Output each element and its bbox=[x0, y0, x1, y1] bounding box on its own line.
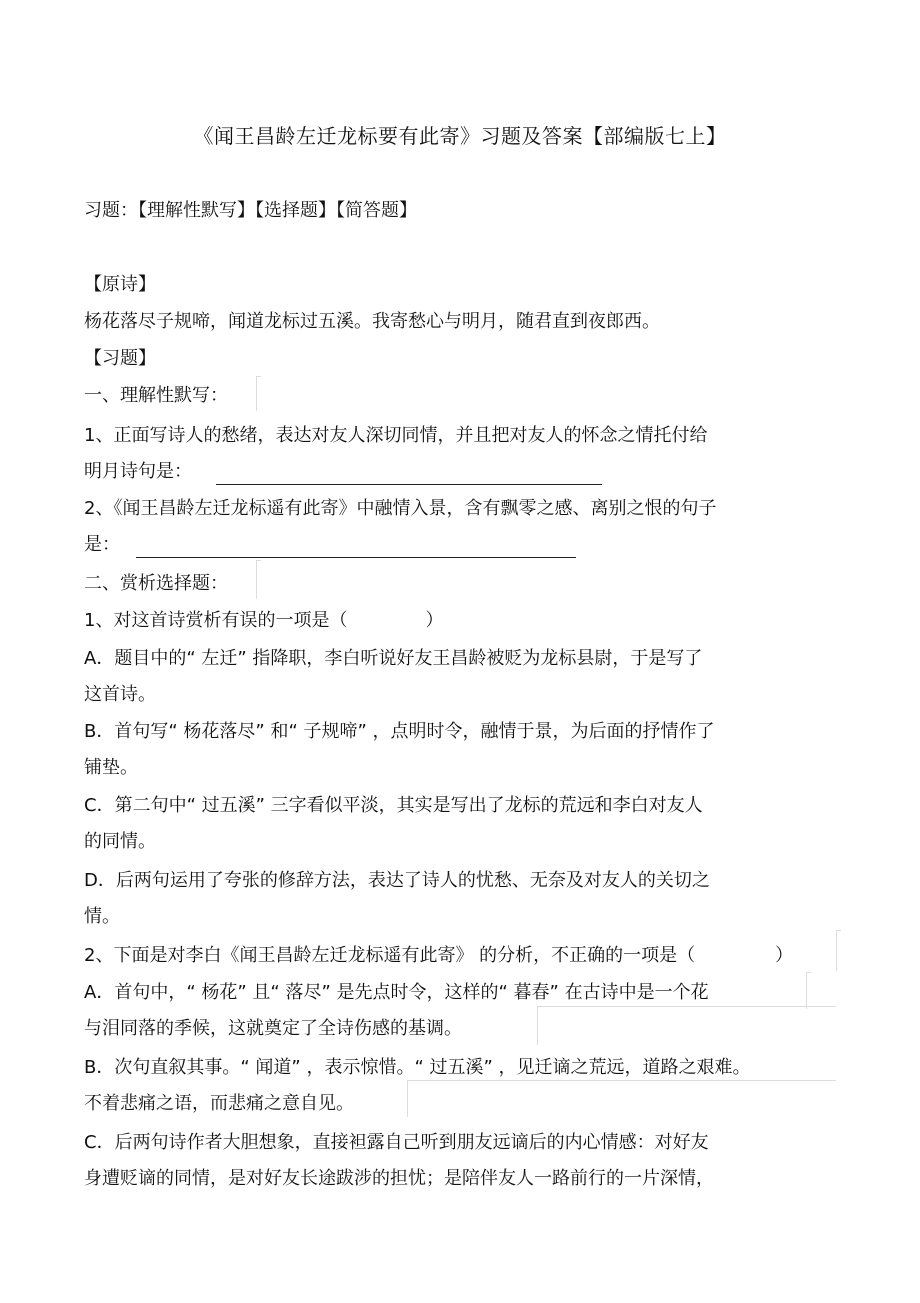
q1-stem-text: 1、对这首诗赏析有误的一项是（ bbox=[84, 610, 348, 631]
section1-q2-line2 bbox=[84, 532, 576, 558]
poem-header: 【原诗】 bbox=[84, 274, 156, 295]
section1-q2-prompt: 是： bbox=[84, 534, 120, 555]
q2-stem-text: 2、下面是对李白《闻王昌龄左迁龙标遥有此寄》 的分析，不正确的一项是（ bbox=[84, 945, 696, 966]
scan-artifact bbox=[537, 1006, 836, 1045]
q1-option-a-line1: A．题目中的“ 左迁” 指降职，李白听说好友王昌龄被贬为龙标县尉，于是写了 bbox=[84, 648, 703, 669]
q1-stem-close: ） bbox=[425, 610, 444, 631]
q1-option-c-line2: 的同情。 bbox=[84, 831, 156, 852]
q1-option-a-line2: 这首诗。 bbox=[84, 684, 156, 705]
section1-q1-line2 bbox=[84, 459, 602, 485]
answer-blank-2[interactable] bbox=[136, 537, 576, 558]
q1-option-b-line1: B．首句写“ 杨花落尽” 和“ 子规啼” ，点明时令，融情于景，为后面的抒情作了 bbox=[84, 721, 715, 742]
answer-blank-1[interactable] bbox=[216, 464, 602, 485]
section2-heading: 二、赏析选择题： bbox=[84, 573, 228, 594]
section2-q2-stem bbox=[84, 943, 793, 969]
section1-heading: 一、理解性默写： bbox=[84, 385, 228, 406]
poem-text: 杨花落尽子规啼，闻道龙标过五溪。我寄愁心与明月，随君直到夜郎西。 bbox=[84, 311, 660, 332]
scan-artifact bbox=[407, 1080, 836, 1117]
scan-artifact bbox=[256, 560, 261, 599]
exercise-header: 【习题】 bbox=[84, 348, 156, 369]
q1-option-d-line2: 情。 bbox=[84, 906, 120, 927]
q1-option-c-line1: C．第二句中“ 过五溪” 三字看似平淡，其实是写出了龙标的荒远和李白对友人 bbox=[84, 795, 703, 816]
q2-option-a-line1: A．首句中，“ 杨花” 且“ 落尽” 是先点时令，这样的“ 暮春” 在古诗中是一个花 bbox=[84, 982, 709, 1003]
q2-stem-close: ） bbox=[775, 945, 794, 966]
q1-option-d-line1: D．后两句运用了夸张的修辞方法，表达了诗人的忧愁、无奈及对友人的关切之 bbox=[84, 870, 710, 891]
scan-artifact bbox=[806, 972, 811, 1009]
section1-q1-line1: 1、正面写诗人的愁绪，表达对友人深切同情，并且把对友人的怀念之情托付给 bbox=[84, 425, 708, 446]
q2-option-a-line2: 与泪同落的季候，这就奠定了全诗伤感的基调。 bbox=[84, 1018, 462, 1039]
q2-option-c-line1: C．后两句诗作者大胆想象，直接袒露自己听到朋友远谪后的内心情感：对好友 bbox=[84, 1132, 709, 1153]
q2-option-b-line2: 不着悲痛之语，而悲痛之意自见。 bbox=[84, 1093, 354, 1114]
section1-q1-prompt: 明月诗句是： bbox=[84, 461, 192, 482]
document-title: 《闻王昌龄左迁龙标要有此寄》习题及答案【部编版七上】 bbox=[193, 124, 727, 148]
q2-option-c-line2: 身遭贬谪的同情，是对好友长途跋涉的担忧；是陪伴友人一路前行的一片深情， bbox=[84, 1168, 714, 1189]
section2-q1-stem bbox=[84, 608, 443, 634]
scan-artifact bbox=[836, 930, 841, 971]
q2-option-b-line1: B．次句直叙其事。“ 闻道” ，表示惊惜。“ 过五溪” ，见迁谪之荒远，道路之艰难。 bbox=[84, 1057, 751, 1078]
scan-artifact bbox=[256, 376, 261, 411]
section1-q2-line1: 2、《闻王昌龄左迁龙标遥有此寄》中融情入景，含有飘零之感、离别之恨的句子 bbox=[84, 498, 717, 519]
q1-option-b-line2: 铺垫。 bbox=[84, 757, 138, 778]
exercise-types-line: 习题：【理解性默写】【选择题】【简答题】 bbox=[84, 200, 417, 221]
